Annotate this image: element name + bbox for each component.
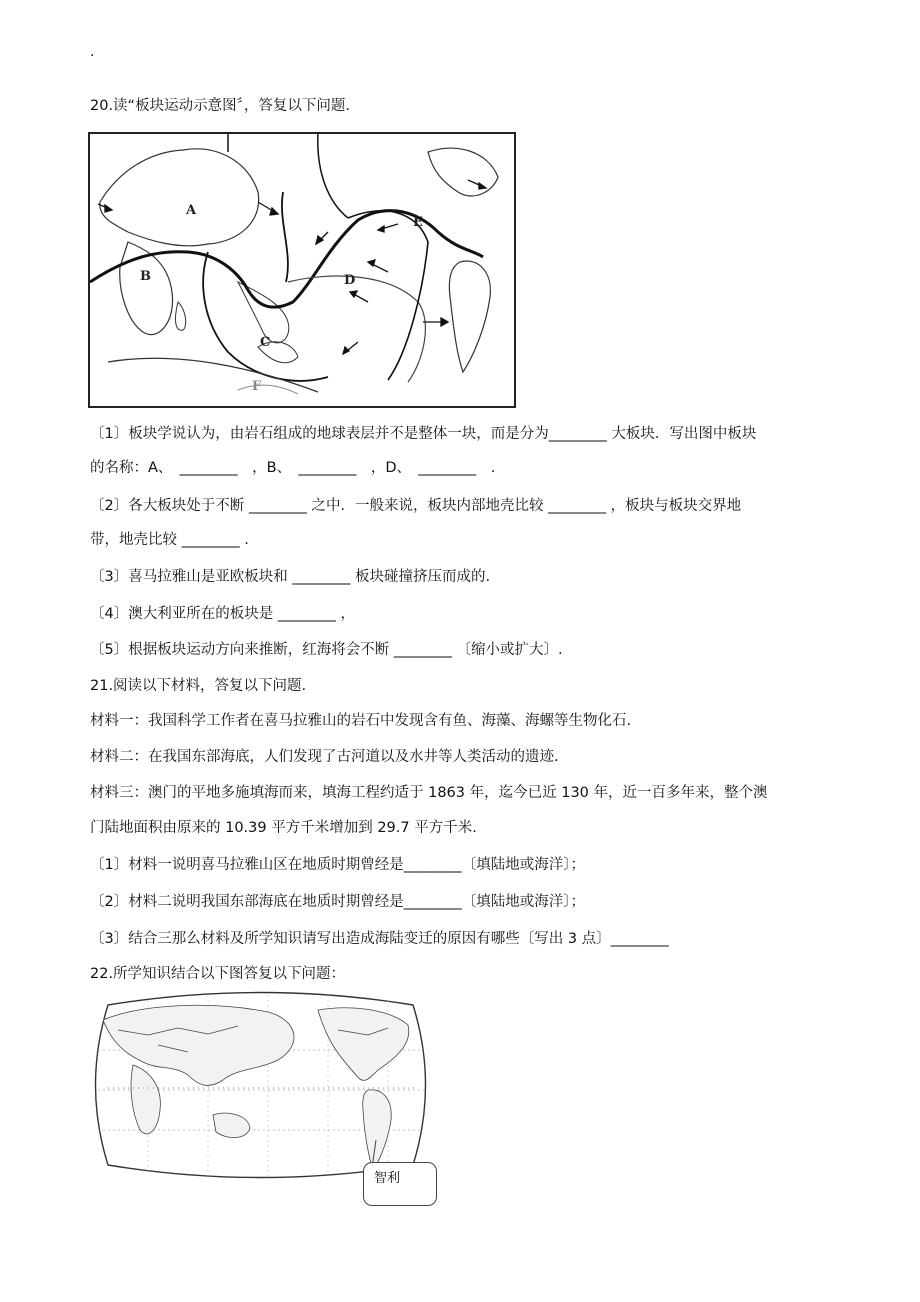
q21-sub1: 〔1〕材料一说明喜马拉雅山区在地质时期曾经是________〔填陆地或海洋〕；: [90, 857, 585, 873]
plate-label-f: F: [252, 379, 262, 394]
plate-motion-map: [88, 132, 516, 408]
q20-part2-line1: 〔2〕各大板块处于不断 ________ 之中．一般来说，板块内部地壳比较 ________ ，板块与板块交界地: [90, 498, 742, 514]
q22-title: 22.所学知识结合以下图答复以下问题：: [90, 966, 346, 982]
q21-title: 21.阅读以下材料，答复以下问题.: [90, 678, 307, 694]
plate-label-c: C: [260, 335, 271, 350]
page-dot: .: [90, 44, 95, 60]
q21-sub3: 〔3〕结合三那么材料及所学知识请写出造成海陆变迁的原因有哪些〔写出 3 点〕________: [90, 931, 669, 947]
q20-part2-line2: 带，地壳比较 ________ .: [90, 532, 249, 548]
chile-callout: [363, 1162, 437, 1206]
plate-label-b: B: [140, 269, 151, 284]
plate-label-d: D: [344, 273, 356, 288]
q21-sub2: 〔2〕材料二说明我国东部海底在地质时期曾经是________〔填陆地或海洋〕；: [90, 894, 585, 910]
q20-part1-line2: 的名称：A、 ________ ，B、 ________ ，D、 ________ .: [90, 460, 496, 476]
q20-title: 20.读“板块运动示意图〞，答复以下问题.: [90, 98, 350, 114]
chile-label: 智利: [374, 1171, 401, 1186]
q20-part3: 〔3〕喜马拉雅山是亚欧板块和 ________ 板块碰撞挤压而成的.: [90, 569, 491, 585]
plate-label-a: A: [186, 203, 197, 218]
plate-label-e: E: [413, 215, 423, 230]
q21-material2: 材料二：在我国东部海底，人们发现了古河道以及水井等人类活动的遗迹.: [90, 749, 559, 765]
q21-material1: 材料一：我国科学工作者在喜马拉雅山的岩石中发现含有鱼、海藻、海螺等生物化石.: [90, 713, 632, 729]
q21-material3-line1: 材料三：澳门的平地多施填海而来，填海工程约适于 1863 年，迄今已近 130 年，近一百多年来，整个澳: [90, 785, 768, 801]
q20-part4: 〔4〕澳大利亚所在的板块是 ________ ，: [90, 606, 355, 622]
q21-material3-line2: 门陆地面积由原来的 10.39 平方千米增加到 29.7 平方千米.: [90, 820, 477, 836]
q20-part5: 〔5〕根据板块运动方向来推断，红海将会不断 ________ 〔缩小或扩大〕.: [90, 642, 563, 658]
q20-part1-line1: 〔1〕板块学说认为，由岩石组成的地球表层并不是整体一块，而是分为________ 大板块．写出图中板块: [90, 426, 757, 442]
